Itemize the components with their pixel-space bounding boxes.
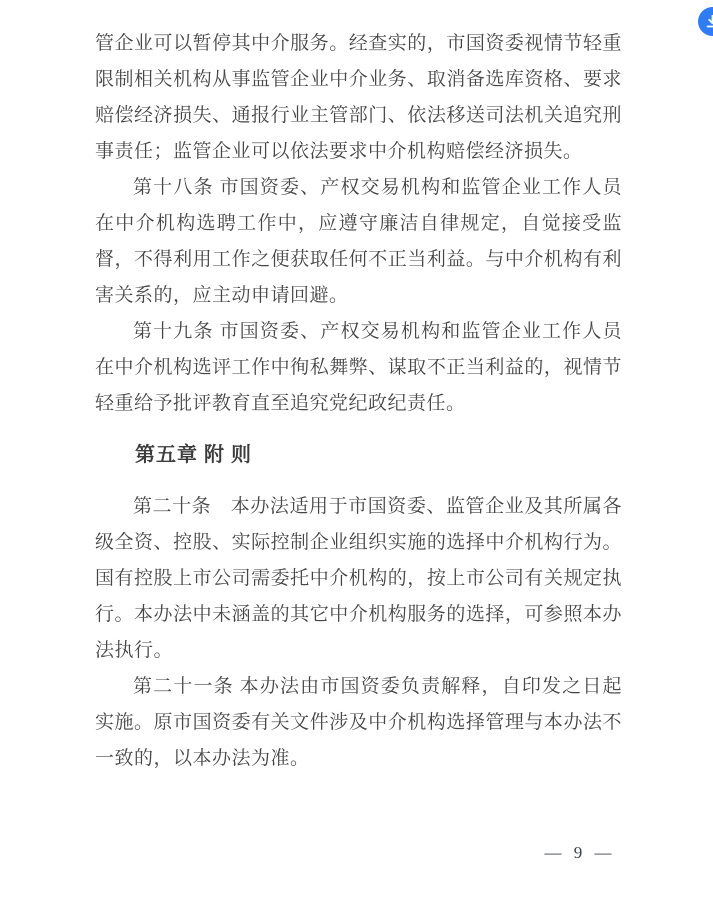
chapter-heading: 第五章 附 则 [135,444,252,466]
paragraph-article-18: 第十八条 市国资委、产权交易机构和监管企业工作人员在中介机构选聘工作中，应遵守廉洁自律规定，自觉接受监督，不得利用工作之便获取任何不正当利益。与中介机构有利害关系的，应主动申请回避。 [95,177,622,306]
paragraph-continuation: 管企业可以暂停其中介服务。经查实的，市国资委视情节轻重限制相关机构从事监管企业中介业务、取消备选库资格、要求赔偿经济损失、通报行业主管部门、依法移送司法机关追究刑事责任；监管企业可以依法要求中介机构赔偿经济损失。 [95,33,622,162]
paragraph-article-21: 第二十一条 本办法由市国资委负责解释，自印发之日起实施。原市国资委有关文件涉及中介机构选择管理与本办法不一致的，以本办法为准。 [95,676,622,769]
download-button[interactable] [698,7,713,36]
document-body [95,26,622,777]
page-number: — 9 — [544,843,616,862]
paragraph-article-19: 第十九条 市国资委、产权交易机构和监管企业工作人员在中介机构选评工作中徇私舞弊、谋取不正当利益的，视情节轻重给予批评教育直至追究党纪政纪责任。 [95,321,622,414]
download-icon [706,15,713,28]
paragraph-article-20: 第二十条 本办法适用于市国资委、监管企业及其所属各级全资、控股、实际控制企业组织实施的选择中介机构行为。国有控股上市公司需委托中介机构的，按上市公司有关规定执行。本办法中未涵盖的其它中介机构服务的选择，可参照本办法执行。 [95,496,622,661]
